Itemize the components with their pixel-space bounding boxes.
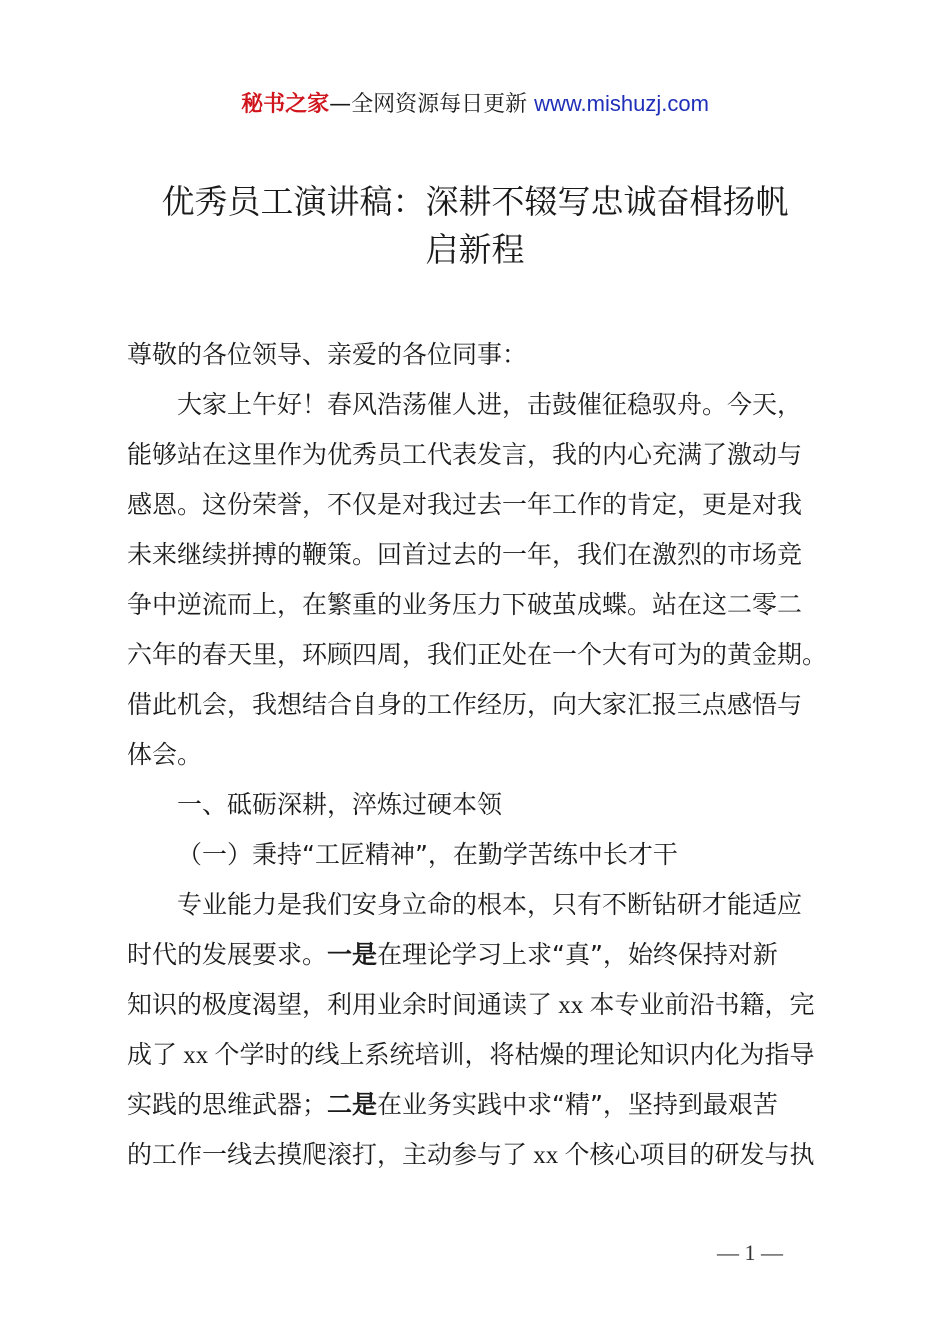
page-number: — 1 — — [717, 1240, 783, 1265]
document-body — [127, 330, 847, 1180]
emphasis-first: 一是 — [327, 940, 378, 969]
salutation: 尊敬的各位领导、亲爱的各位同事： — [127, 340, 528, 369]
intro-line: 感恩。这份荣誉，不仅是对我过去一年工作的肯定，更是对我 — [127, 490, 803, 519]
para-line: 知识的极度渴望，利用业余时间通读了 xx 本专业前沿书籍，完 — [127, 990, 815, 1019]
site-header — [0, 88, 950, 121]
intro-line: 借此机会，我想结合自身的工作经历，向大家汇报三点感悟与 — [127, 690, 803, 719]
intro-line: 未来继续拼搏的鞭策。回首过去的一年，我们在激烈的市场竞 — [127, 540, 803, 569]
section-heading: 一、砥砺深耕，淬炼过硬本领 — [177, 790, 503, 819]
para-line: 专业能力是我们安身立命的根本，只有不断钻研才能适应 — [177, 890, 803, 919]
emphasis-second: 二是 — [327, 1090, 378, 1119]
subsection-heading: （一）秉持“工匠精神”，在勤学苦练中长才干 — [177, 840, 678, 869]
title-line-2: 启新程 — [425, 230, 525, 269]
header-tagline: —全网资源每日更新 — [329, 92, 528, 117]
intro-line: 能够站在这里作为优秀员工代表发言，我的内心充满了激动与 — [127, 440, 803, 469]
para-line: 实践的思维武器；二是在业务实践中求“精”，坚持到最艰苦 — [127, 1090, 778, 1119]
brand-name: 秘书之家 — [241, 92, 330, 117]
para-line: 时代的发展要求。一是在理论学习上求“真”，始终保持对新 — [127, 940, 778, 969]
intro-line: 六年的春天里，环顾四周，我们正处在一个大有可为的黄金期。 — [127, 640, 828, 669]
title-line-1: 优秀员工演讲稿：深耕不辍写忠诚奋楫扬帆 — [161, 182, 789, 221]
document-title — [120, 178, 830, 274]
intro-line: 大家上午好！春风浩荡催人进，击鼓催征稳驭舟。今天， — [177, 390, 803, 419]
intro-line: 争中逆流而上，在繁重的业务压力下破茧成蝶。站在这二零二 — [127, 590, 803, 619]
para-line: 的工作一线去摸爬滚打，主动参与了 xx 个核心项目的研发与执 — [127, 1140, 815, 1169]
intro-line: 体会。 — [127, 740, 203, 769]
para-line: 成了 xx 个学时的线上系统培训，将枯燥的理论知识内化为指导 — [127, 1040, 815, 1069]
site-url[interactable]: www.mishuzj.com — [534, 91, 709, 116]
